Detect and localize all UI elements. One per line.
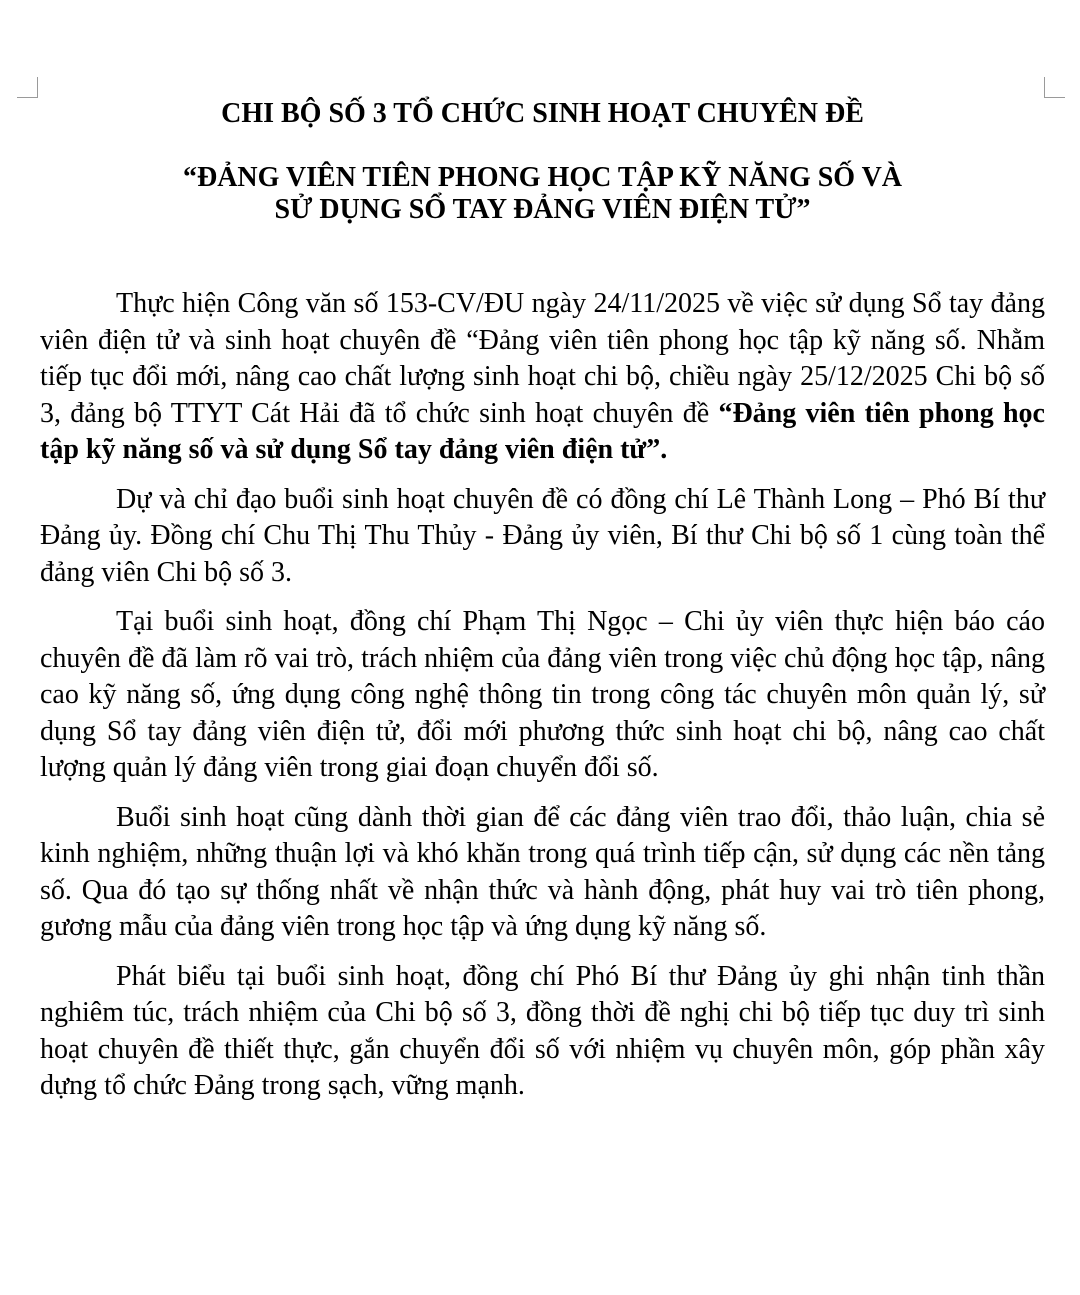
- document-subtitle-line-2: SỬ DỤNG SỔ TAY ĐẢNG VIÊN ĐIỆN TỬ”: [274, 194, 811, 225]
- document-subtitle-line-1: “ĐẢNG VIÊN TIÊN PHONG HỌC TẬP KỸ NĂNG SỐ VÀ: [182, 162, 903, 193]
- paragraph-4: Buổi sinh hoạt cũng dành thời gian để các đảng viên trao đổi, thảo luận, chia sẻ kinh nghiệm, những thuận lợi và khó khăn trong quá trình tiếp cận, sử dụng các nền tảng số. Qua đó tạo sự thống nhất về nhận thức và hành động, phát huy vai trò tiên phong, gương mẫu của đảng viên trong học tập và ứng dụng kỹ năng số.: [40, 801, 1045, 942]
- page-margin-corner-top-right: [1044, 77, 1065, 98]
- paragraph-1-text: Thực hiện Công văn số 153-CV/ĐU ngày 24/11/2025 về việc sử dụng Sổ tay đảng viên điện tử và sinh hoạt chuyên đề “Đảng viên tiên phong học tập kỹ năng số. Nhằm tiếp tục đổi mới, nâng cao chất lượng sinh hoạt chi bộ, chiều ngày 25/12/2025 Chi bộ số 3, đảng bộ TTYT Cát Hải đã tổ chức sinh hoạt chuyên đề: [40, 288, 1045, 429]
- document-body: [40, 286, 1045, 1118]
- page-margin-corner-top-left: [17, 77, 38, 98]
- paragraph-5: Phát biểu tại buổi sinh hoạt, đồng chí Phó Bí thư Đảng ủy ghi nhận tinh thần nghiêm túc, trách nhiệm của Chi bộ số 3, đồng thời đề nghị chi bộ tiếp tục duy trì sinh hoạt chuyên đề thiết thực, gắn chuyển đổi số với nhiệm vụ chuyên môn, góp phần xây dựng tổ chức Đảng trong sạch, vững mạnh.: [40, 960, 1045, 1101]
- paragraph-2: Dự và chỉ đạo buổi sinh hoạt chuyên đề có đồng chí Lê Thành Long – Phó Bí thư Đảng ủy. Đồng chí Chu Thị Thu Thủy - Đảng ủy viên, Bí thư Chi bộ số 1 cùng toàn thể đảng viên Chi bộ số 3.: [40, 483, 1045, 588]
- paragraph-1: [40, 286, 1045, 469]
- paragraph-1-bold-title: “Đảng viên tiên phong học tập kỹ năng số và sử dụng Sổ tay đảng viên điện tử”.: [40, 397, 1045, 465]
- document-subtitle: [40, 162, 1045, 226]
- document-title: CHI BỘ SỐ 3 TỔ CHỨC SINH HOẠT CHUYÊN ĐỀ: [221, 98, 864, 129]
- paragraph-3: Tại buổi sinh hoạt, đồng chí Phạm Thị Ngọc – Chi ủy viên thực hiện báo cáo chuyên đề đã làm rõ vai trò, trách nhiệm của đảng viên trong việc chủ động học tập, nâng cao kỹ năng số, ứng dụng công nghệ thông tin trong công tác chuyên môn quản lý, sử dụng Sổ tay đảng viên điện tử, đổi mới phương thức sinh hoạt chi bộ, nâng cao chất lượng quản lý đảng viên trong giai đoạn chuyển đổi số.: [40, 606, 1045, 783]
